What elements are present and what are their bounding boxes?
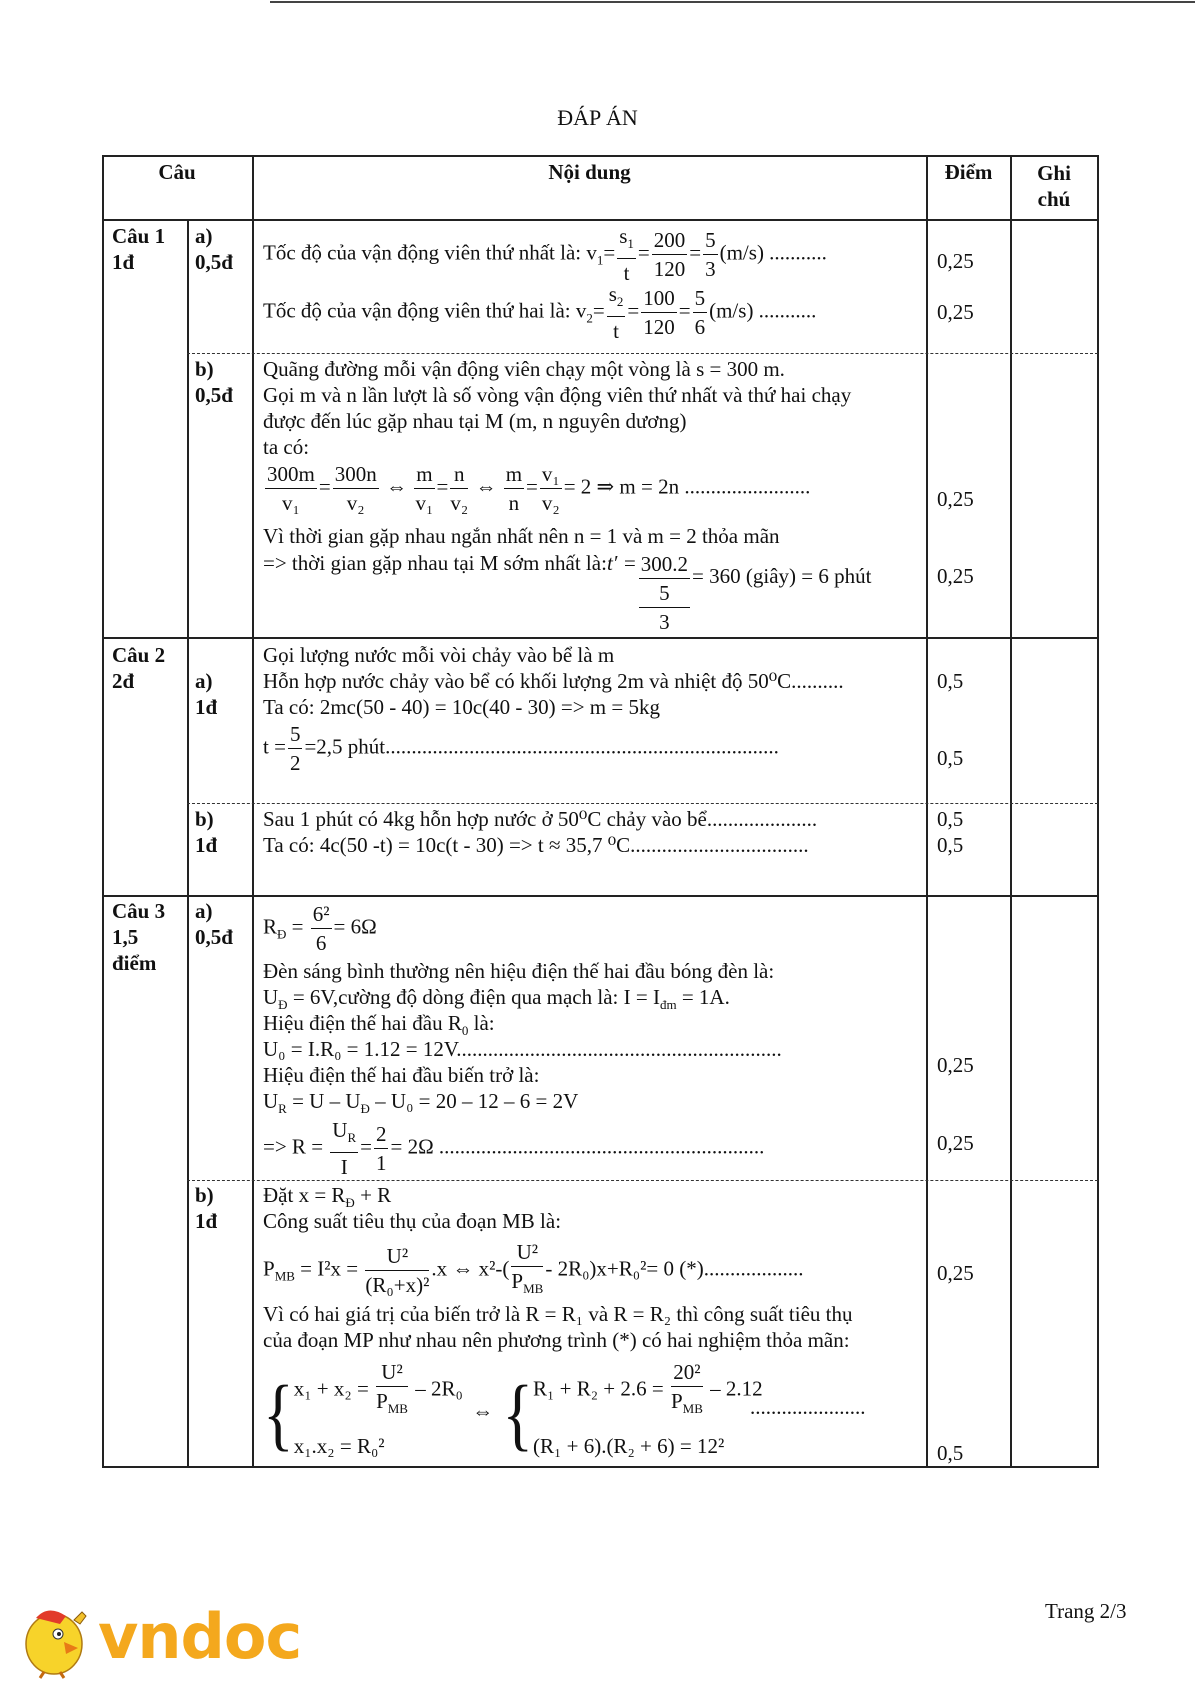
q3a-score-2: 0,25: [937, 1131, 974, 1155]
q2-points: 2đ: [112, 669, 135, 693]
q2-label: Câu 2: [112, 643, 166, 667]
q2a-line3: Ta có: 2mc(50 - 40) = 10c(40 - 30) => m = 5kg: [263, 695, 660, 719]
q2a-label: a): [195, 669, 213, 693]
top-border-line: [270, 1, 1195, 3]
q3b-line3: $P_{MB} = I^2x$ = $\frac{\text{U²}}{\text{(R₀+x)²}}$ .x ⇔ x²-( $\frac{\text{U²}}{P_{MB}}$ - 2R₀)x+R₀²= 0 (*)...................: [263, 1240, 804, 1298]
q3a-score-1: 0,25: [937, 1053, 974, 1077]
q1b-line1: Quãng đường mỗi vận động viên chạy một vòng là s = 300 m.: [263, 357, 785, 381]
q2b-line1: Sau 1 phút có 4kg hỗn hợp nước ở 50⁰C chảy vào bể.....................: [263, 807, 818, 831]
q2a-line4: t = $\frac{5}{2}$ =2,5 phút...........................................................................: [263, 722, 779, 775]
q1a-line2: Tốc độ của vận động viên thứ hai là: $v_2=$ $\frac{s_2}{t}$ = $\frac{100}{120}$ = $\frac{5}{6}$ (m/s) ...........: [263, 282, 817, 344]
q3a-line3: $U_Đ$ = 6V,cường độ dòng điện qua mạch là: $I = I_{đm} = 1A$.: [263, 985, 730, 1013]
left-brace-icon: {: [502, 1368, 534, 1458]
q3b-line4: Vì có hai giá trị của biến trở là R = R₁ và R = R₂ thì công suất tiêu thụ: [263, 1302, 853, 1326]
q1b-points: 0,5đ: [195, 383, 233, 407]
header-noi-dung: Nội dung: [548, 160, 631, 184]
q3b-score-2: 0,5: [937, 1441, 964, 1465]
q1b-line3: được đến lúc gặp nhau tại M (m, n nguyên dương): [263, 409, 687, 433]
q3b-line2: Công suất tiêu thụ của đoạn MB là:: [263, 1209, 562, 1233]
page-title: ĐÁP ÁN: [557, 105, 638, 130]
q1b-equation: $\frac{300m}{\text{v₁}}$ = $\frac{300n}{\text{v₂}}$ ⇔ $\frac{m}{\text{v₁}}$ = $\frac{n}{\text{v₂}}$ ⇔ $\frac{m}{n}$ = $\frac{\text{v₁}}{\text{v₂}}$ = 2 ⇒ m = 2n ........................: [267, 462, 811, 515]
q2a-line2: Hỗn hợp nước chảy vào bể có khối lượng 2m và nhiệt độ 50⁰C..........: [263, 669, 844, 693]
q3a-line2: Đèn sáng bình thường nên hiệu điện thế hai đầu bóng đèn là:: [263, 959, 775, 983]
header-ghi-chu: Ghi chú: [1037, 161, 1071, 211]
q2a-score-2: 0,5: [937, 746, 964, 770]
q1a-label: a): [195, 224, 213, 248]
q2b-label: b): [195, 807, 214, 831]
q2b-points: 1đ: [195, 833, 218, 857]
header-cau: Câu: [158, 160, 196, 184]
q3b-line5: của đoạn MP như nhau nên phương trình (*) có hai nghiệm thỏa mãn:: [263, 1328, 850, 1352]
q1b-score-1: 0,25: [937, 487, 974, 511]
q3b-line1: Đặt $x = R_Đ + R$: [263, 1183, 392, 1211]
left-brace-icon: {: [263, 1368, 294, 1458]
q1b-score-2: 0,25: [937, 564, 974, 588]
q1a-score-2: 0,25: [937, 300, 974, 324]
q3a-line6: Hiệu điện thế hai đầu biến trở là:: [263, 1063, 540, 1087]
q2b-score-1: 0,5: [937, 807, 964, 831]
q3-label: Câu 3: [112, 899, 166, 923]
q2a-line1: Gọi lượng nước mỗi vòi chảy vào bể là m: [263, 643, 615, 667]
q3b-points: 1đ: [195, 1209, 218, 1233]
q1a-points: 0,5đ: [195, 250, 233, 274]
q2a-score-1: 0,5: [937, 669, 964, 693]
q3a-line8: => R = $\frac{U_R}{I}$ = $\frac{2}{1}$ = 2Ω ..............................................................: [263, 1118, 765, 1180]
q3b-system: { x₁ + x₂ = $\frac{\text{U²}}{P_{MB}}$ – 2R₀ x₁.x₂ = R₀² ⇔ { R₁ + R₂ + 2.6 = $\frac{\text{20²}}{P_{MB}}$ – 2.12 (R₁ + 6).(R₂ + 6) = 12²: [263, 1360, 763, 1459]
q1b-line2: Gọi m và n lần lượt là số vòng vận động viên thứ nhất và thứ hai chạy: [263, 383, 852, 407]
header-diem: Điểm: [944, 160, 993, 184]
q3-points: 1,5: [112, 925, 139, 949]
q3-points-unit: điểm: [112, 951, 157, 975]
q2b-score-2: 0,5: [937, 833, 964, 857]
q3a-line5: U₀ = I.R₀ = 1.12 = 12V..............................................................: [263, 1037, 782, 1061]
q3a-line1: $R_Đ$ = $\frac{\text{6²}}{6}$ = 6Ω: [263, 902, 377, 955]
q2a-points: 1đ: [195, 695, 218, 719]
q1b-line6: => thời gian gặp nhau tại M sớm nhất là:t′ = 300.2 5 3 = 360 (giây) = 6 phút: [263, 551, 872, 634]
q1b-label: b): [195, 357, 214, 381]
q1b-line5: Vì thời gian gặp nhau ngắn nhất nên n = 1 và m = 2 thỏa mãn: [263, 524, 780, 548]
q1a-line1: Tốc độ của vận động viên thứ nhất là: $v_1=$ $\frac{s_1}{t}$ = $\frac{200}{120}$ = $\frac{5}{3}$ (m/s) ...........: [263, 224, 827, 286]
q1-label: Câu 1: [112, 224, 166, 248]
q1b-line4: ta có:: [263, 435, 310, 459]
q3b-system-dots: ......................: [750, 1395, 866, 1419]
q3a-points: 0,5đ: [195, 925, 233, 949]
q3b-score-1: 0,25: [937, 1261, 974, 1285]
q1-points: 1đ: [112, 250, 135, 274]
q1a-score-1: 0,25: [937, 249, 974, 273]
q3a-line4: Hiệu điện thế hai đầu $R_0$ là:: [263, 1011, 495, 1039]
vndoc-logo: vndoc: [14, 1600, 334, 1680]
page-number: Trang 2/3: [1045, 1599, 1127, 1623]
q3a-label: a): [195, 899, 213, 923]
q3a-line7: $U_R = U - U_Đ - U_0 = 20 - 12 - 6 = 2V$: [263, 1089, 579, 1117]
q3b-label: b): [195, 1183, 214, 1207]
q2b-line2: Ta có: 4c(50 -t) = 10c(t - 30) => t ≈ 35,7 ⁰C..................................: [263, 833, 809, 857]
